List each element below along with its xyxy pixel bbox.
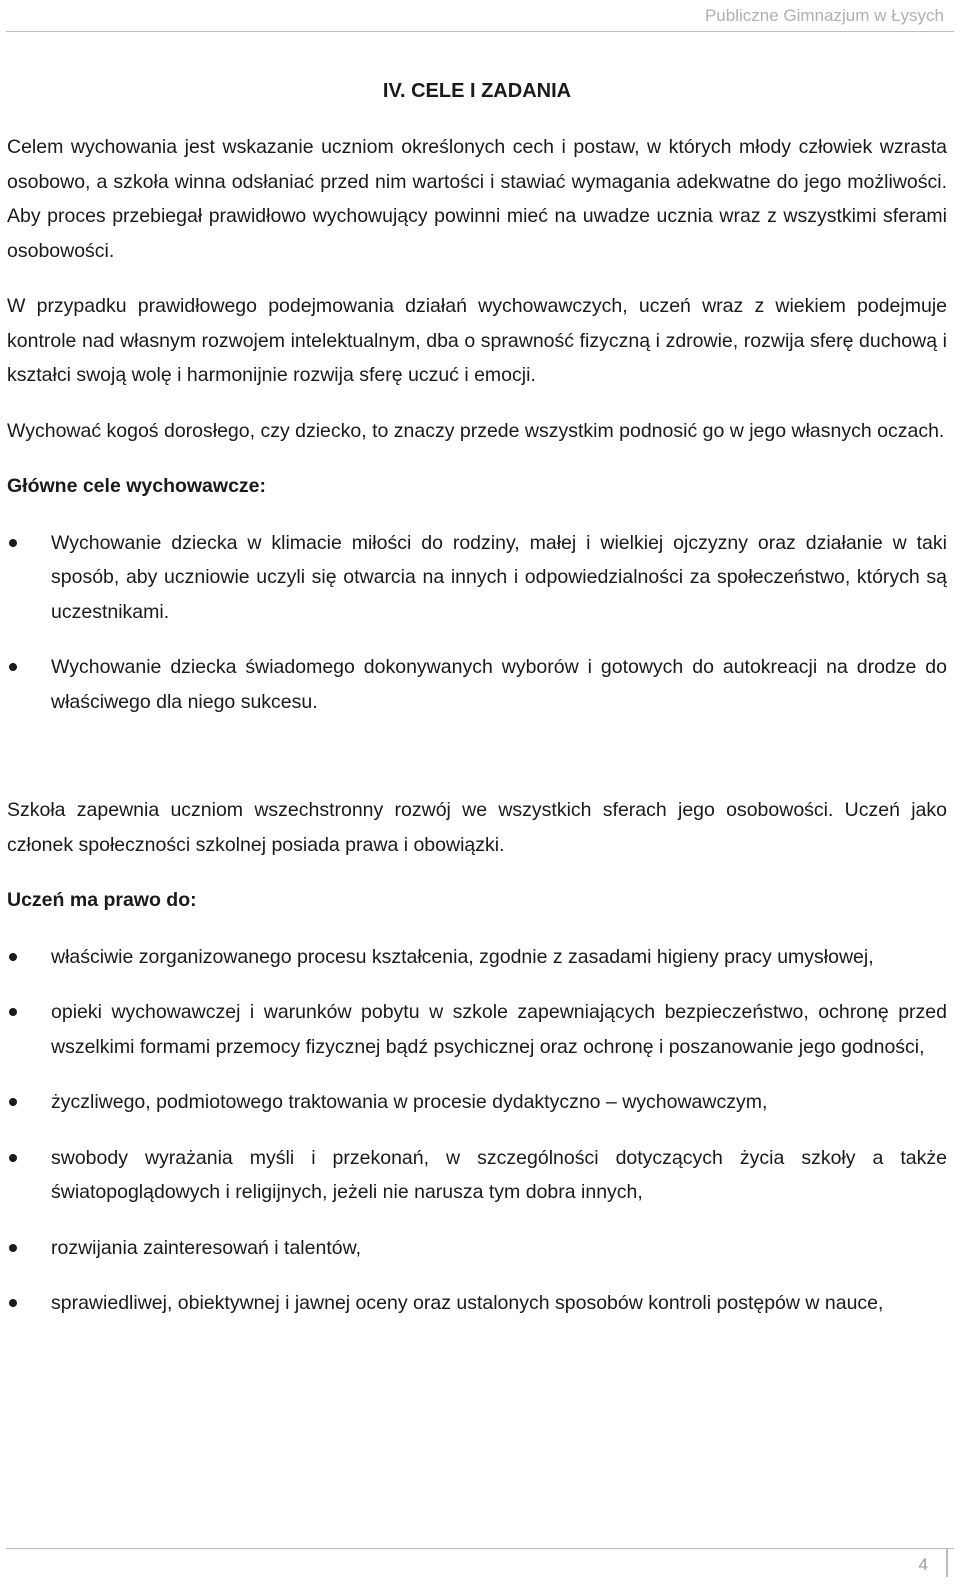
list-item-text: rozwijania zainteresowań i talentów, [51,1236,362,1259]
paragraph-development: W przypadku prawidłowego podejmowania działań wychowawczych, uczeń wraz z wiekiem podejmuje kontrole nad własnym rozwojem intelektualnym, dba o sprawność fizyczną i zdrowie, rozwija sferę duchową i kształci swoją wolę i harmonijnie rozwija sferę uczuć i emocji. [7,295,947,386]
paragraph-upbringing: Wychować kogoś dorosłego, czy dziecko, to znaczy przede wszystkim podnosić go w jego własnych oczach. [7,419,945,442]
bullet-icon [9,1098,17,1106]
list-item [7,995,947,1064]
goals-list [7,526,947,720]
header-divider [6,31,954,32]
paragraph-intro: Celem wychowania jest wskazanie uczniom określonych cech i postaw, w których młody człowiek wzrasta osobowo, a szkoła winna odsłaniać przed nim wartości i stawiać wymagania adekwatne do jego możliwości. Aby proces przebiegał prawidłowo wychowujący powinni mieć na uwadze ucznia wraz z wszystkimi sferami osobowości. [7,136,947,262]
list-item-text: Wychowanie dziecka świadomego dokonywanych wyborów i gotowych do autokreacji na drodze do właściwego dla niego sukcesu. [51,656,947,713]
bullet-icon [9,1008,17,1016]
section-title: IV. CELE I ZADANIA [382,80,572,102]
header-title: Publiczne Gimnazjum w Łysych [704,6,944,25]
bullet-icon [9,1154,17,1162]
bullet-icon [9,1299,17,1307]
list-item-text: swobody wyrażania myśli i przekonań, w szczególności dotyczących życia szkoły a także światopoglądowych i religijnych, jeżeli nie narusza tym dobra innych, [51,1146,947,1203]
goals-heading: Główne cele wychowawcze: [7,475,267,497]
list-item-text: opieki wychowawczej i warunków pobytu w szkole zapewniających bezpieczeństwo, ochronę przed wszelkimi formami przemocy fizycznej bądź psychicznej oraz ochronę i poszanowanie jego godności, [51,1001,947,1058]
list-item-text: właściwie zorganizowanego procesu kształcenia, zgodnie z zasadami higieny pracy umysłowej, [51,945,874,968]
list-item [7,1231,947,1266]
page-number-divider [946,1549,948,1577]
rights-list [7,940,947,1321]
list-item [7,650,947,719]
list-item-text: życzliwego, podmiotowego traktowania w procesie dydaktyczno – wychowawczym, [51,1091,768,1113]
list-item [7,940,947,975]
page-number: 4 [918,1555,928,1574]
list-item [7,1141,947,1210]
bullet-icon [9,953,17,961]
bullet-icon [9,663,17,671]
list-item [7,1286,947,1321]
list-item-text: sprawiedliwej, obiektywnej i jawnej oceny oraz ustalonych sposobów kontroli postępów w nauce, [51,1292,884,1314]
paragraph-school: Szkoła zapewnia uczniom wszechstronny rozwój we wszystkich sferach jego osobowości. Uczeń jako członek społeczności szkolnej posiada prawa i obowiązki. [7,799,947,856]
bullet-icon [9,1244,17,1252]
list-item-text: Wychowanie dziecka w klimacie miłości do rodziny, małej i wielkiej ojczyzny oraz działanie w taki sposób, aby uczniowie uczyli się otwarcia na innych i odpowiedzialności za społeczeństwo, których są uczestnikami. [51,531,947,623]
rights-heading: Uczeń ma prawo do: [7,889,197,911]
bullet-icon [9,539,17,547]
page-footer [6,1548,954,1579]
list-item [7,1085,947,1120]
page-header [0,0,960,32]
document-body [7,74,947,1342]
list-item [7,526,947,630]
